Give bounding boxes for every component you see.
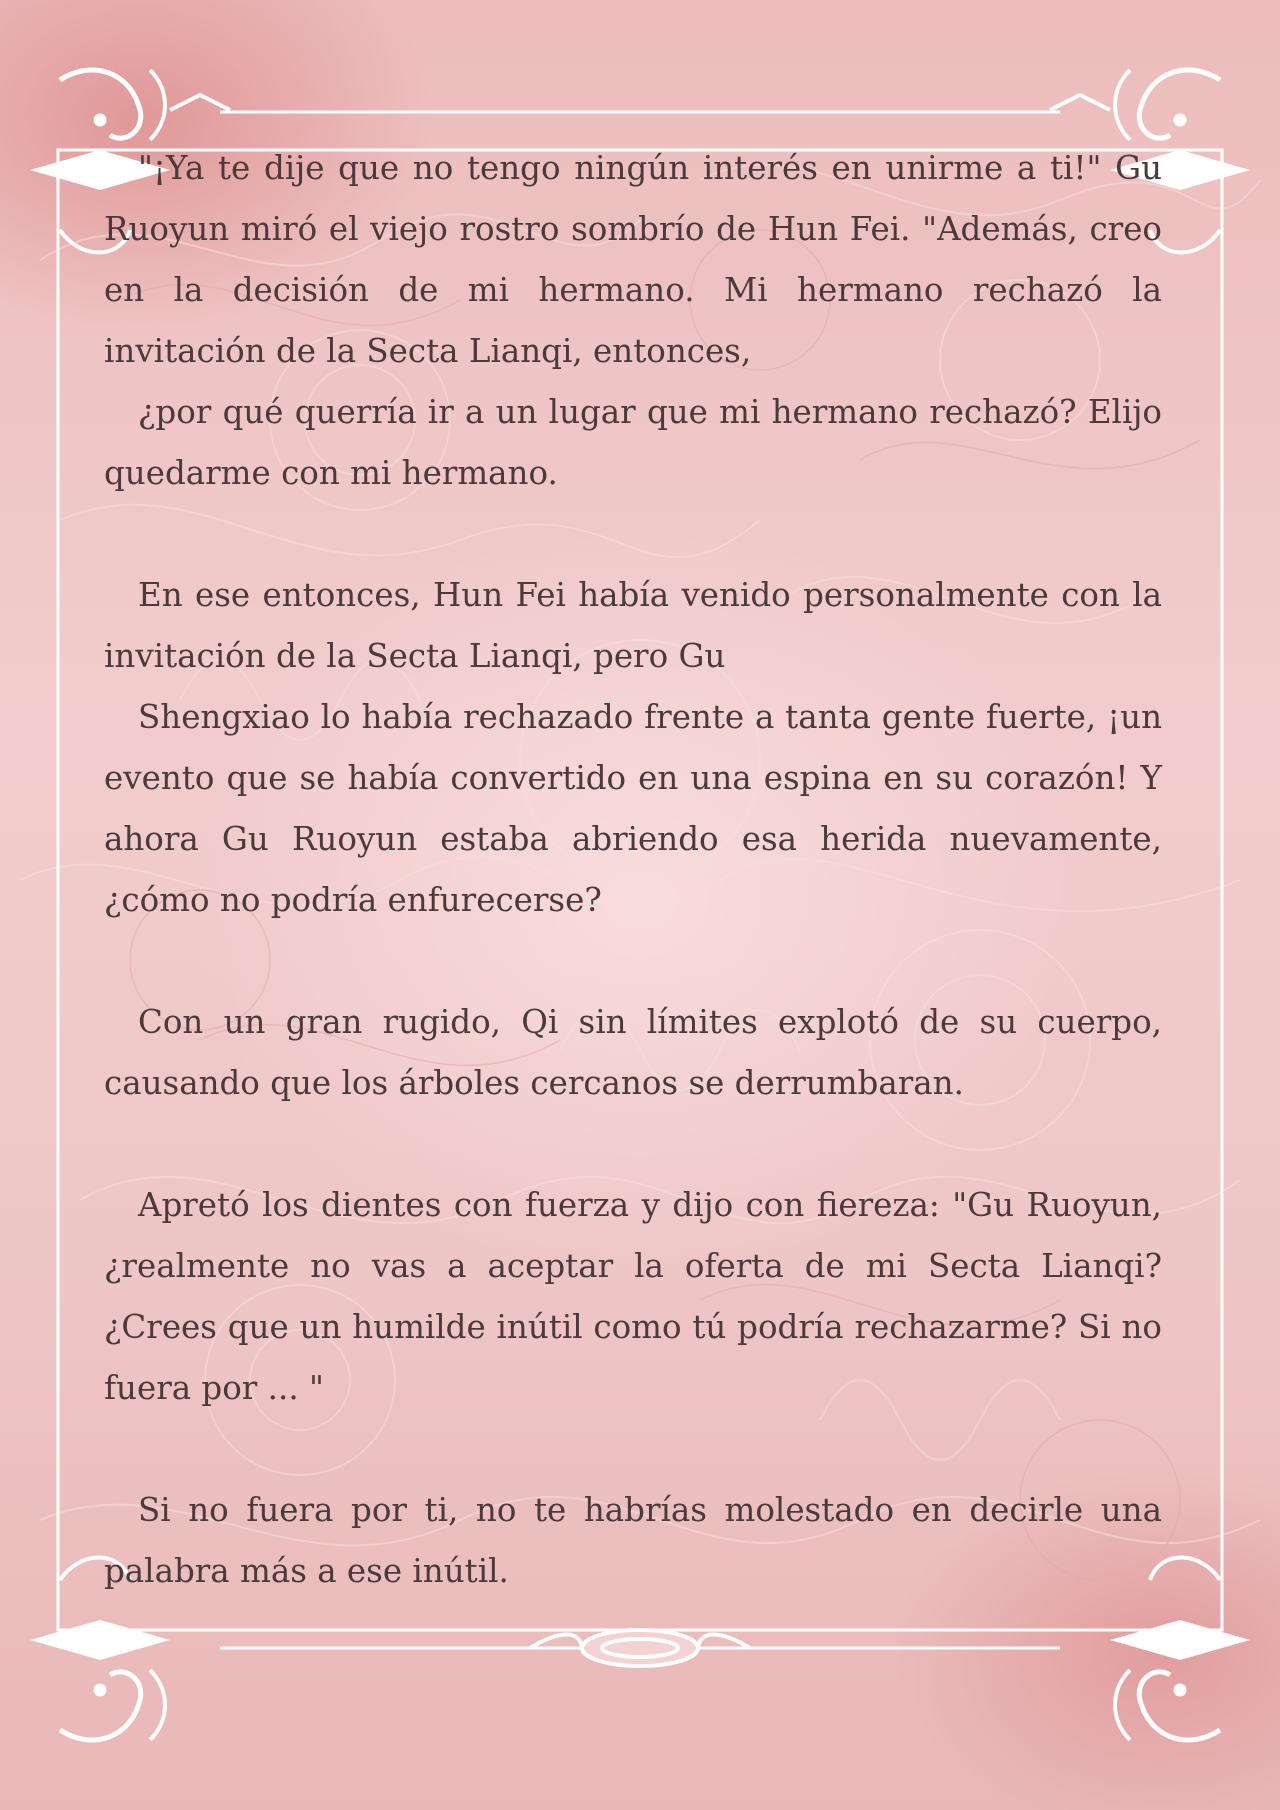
paragraph-gap: [104, 1114, 1162, 1175]
paragraph-2: ¿por qué querría ir a un lugar que mi hermano rechazó? Elijo quedarme con mi hermano.: [104, 393, 1162, 492]
paragraph-gap: [104, 931, 1162, 992]
story-text: [104, 138, 1162, 1602]
paragraph-3: En ese entonces, Hun Fei había venido personalmente con la invitación de la Secta Lianqi, pero Gu: [104, 576, 1162, 675]
paragraph-7: Si no fuera por ti, no te habrías molestado en decirle una palabra más a ese inútil.: [104, 1491, 1162, 1590]
paragraph-5: Con un gran rugido, Qi sin límites explotó de su cuerpo, causando que los árboles cercanos se derrumbaran.: [104, 1003, 1162, 1102]
paragraph-gap: [104, 504, 1162, 565]
paragraph-1: "¡Ya te dije que no tengo ningún interés en unirme a ti!" Gu Ruoyun miró el viejo rostro sombrío de Hun Fei. "Además, creo en la decisión de mi hermano. Mi hermano rechazó la invitación de la Secta Lianqi, entonces,: [104, 149, 1162, 370]
paragraph-4: Shengxiao lo había rechazado frente a tanta gente fuerte, ¡un evento que se había convertido en una espina en su corazón! Y ahora Gu Ruoyun estaba abriendo esa herida nuevamente, ¿cómo no podría enfurecerse?: [104, 698, 1162, 919]
paragraph-gap: [104, 1419, 1162, 1480]
paragraph-6: Apretó los dientes con fuerza y dijo con fiereza: "Gu Ruoyun, ¿realmente no vas a aceptar la oferta de mi Secta Lianqi? ¿Crees que un humilde inútil como tú podría rechazarme? Si no fuera por ... ": [104, 1186, 1162, 1407]
